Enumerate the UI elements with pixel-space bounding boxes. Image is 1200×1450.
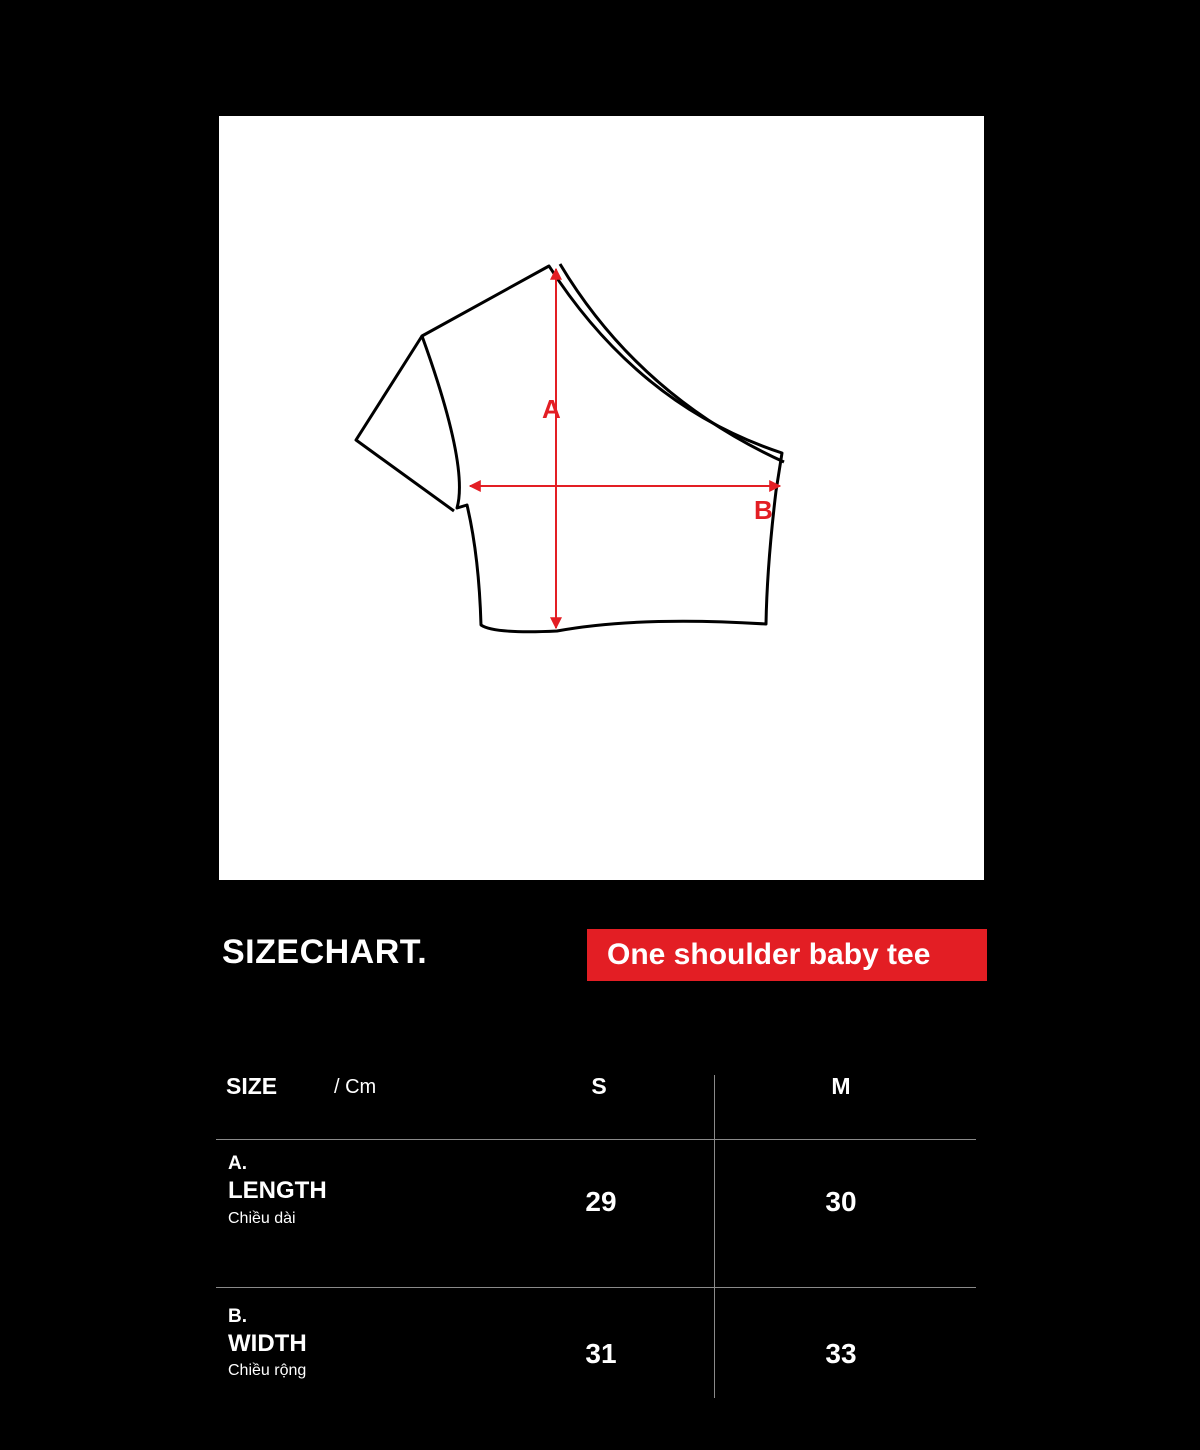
garment-diagram — [219, 116, 984, 880]
garment-outline — [422, 266, 782, 632]
product-name-badge: One shoulder baby tee — [587, 929, 987, 981]
label-a: A — [542, 394, 561, 424]
row-letter: A. — [228, 1153, 247, 1174]
unit-label: / Cm — [334, 1076, 377, 1098]
size-column-header: SIZE — [226, 1073, 278, 1099]
label-b: B — [754, 495, 773, 525]
neckline-strap — [560, 264, 784, 462]
row-name: LENGTH — [228, 1177, 327, 1204]
row-divider — [216, 1139, 976, 1140]
cell-length-m: 30 — [825, 1186, 857, 1217]
page-title: SIZECHART. — [222, 933, 428, 971]
cell-width-s: 31 — [585, 1338, 617, 1369]
one-shoulder-tee-illustration — [219, 116, 984, 880]
row-letter: B. — [228, 1306, 247, 1327]
row-divider — [216, 1287, 976, 1288]
row-subtitle: Chiều dài — [228, 1210, 296, 1227]
cell-width-m: 33 — [825, 1338, 857, 1369]
sleeve-outline — [356, 336, 454, 511]
size-table — [216, 1060, 976, 1400]
row-name: WIDTH — [228, 1330, 307, 1357]
column-divider — [714, 1075, 715, 1398]
row-subtitle: Chiều rộng — [228, 1362, 307, 1379]
size-m-header: M — [831, 1073, 851, 1099]
cell-length-s: 29 — [585, 1186, 617, 1217]
size-s-header: S — [591, 1073, 607, 1099]
